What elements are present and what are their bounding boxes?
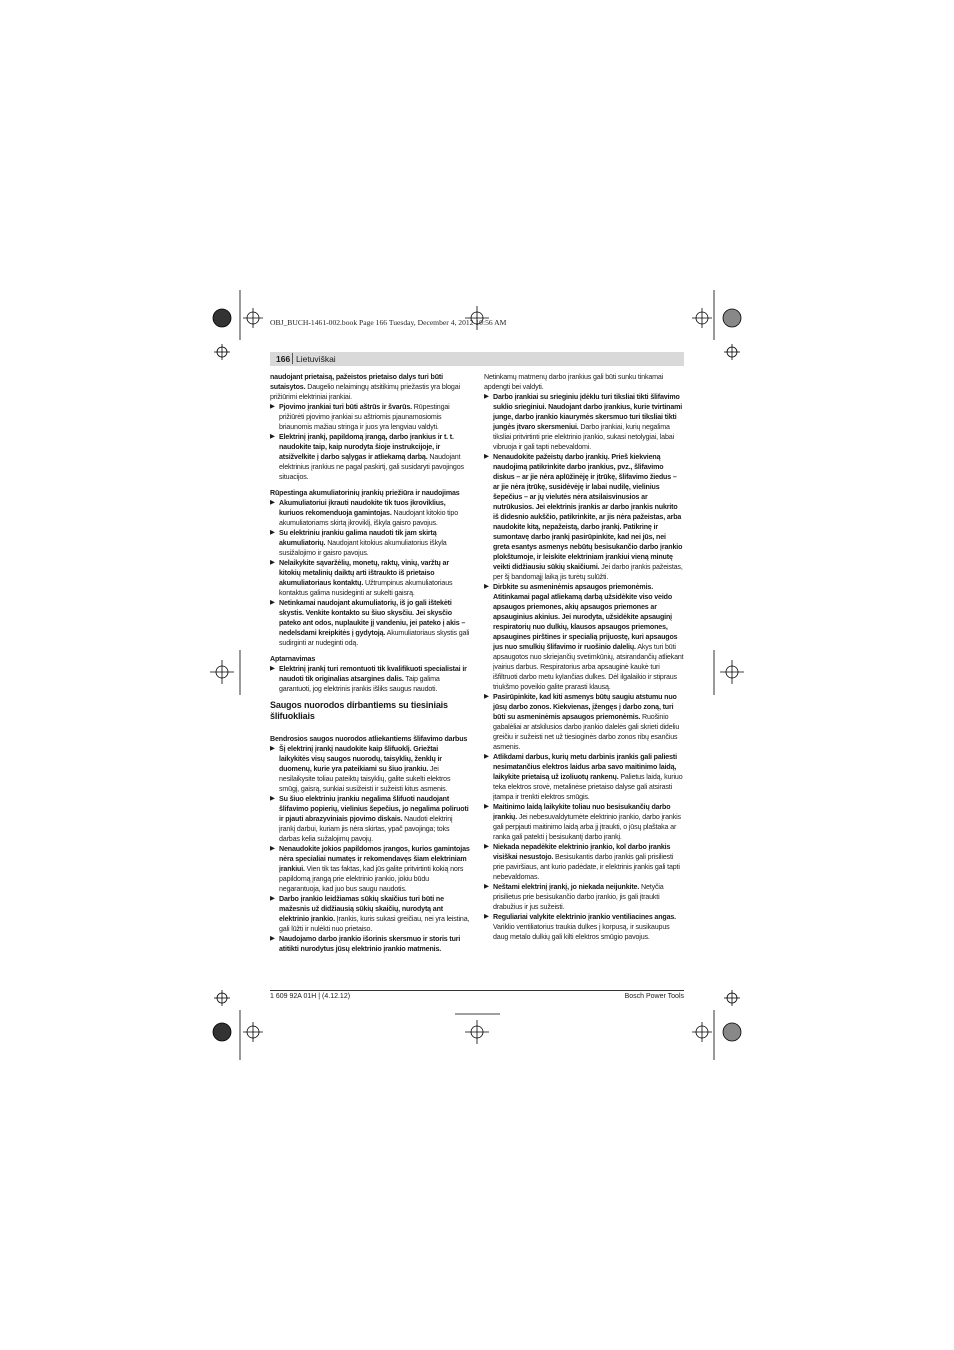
bullet-item (270, 844, 470, 894)
body-text: Jei nesilaikysite toliau pateiktų taisyklių, galite sukelti elektros smūgį, gaisrą, sunkiai susižeisti ir sužeisti kitus asmenis. (279, 765, 451, 793)
bullet-item (484, 392, 684, 452)
bullet-arrow-icon: ▶ (484, 843, 489, 850)
bullet-arrow-icon: ▶ (270, 935, 275, 942)
bold-lead-text: Pjovimo įrankiai turi būti aštrūs ir švarūs. (279, 403, 412, 411)
bold-lead-text: Naudojamo darbo įrankio išorinis skersmuo ir storis turi atitikti nurodytus jūsų elektrinio įrankio matmenis. (279, 935, 461, 953)
bullet-item (484, 882, 684, 912)
bold-lead-text: Atlikdami darbus, kurių metu darbinis įrankis gali paliesti nesimatančius elektros laidus arba savo maitinimo laidą, laikykite prietaisą už izoliuotų rankenų. (493, 753, 677, 781)
bold-lead-text: Dirbkite su asmeninėmis apsaugos priemonėmis. Atitinkamai pagal atliekamą darbą užsidėkite viso veido apsaugos priemones, akių apsaugos priemones ar apsauginius akinius. Jei nurodyta, užsidėkite apsauginį respiratorių nuo dulkių, klausos apsaugos priemones, apsaugines pirštines ir specialią prijuostę, kuri apsaugos jus nuo smulkių šlifavimo ir ruošinio dalelių. (493, 583, 678, 651)
header-language: Lietuviškai (296, 354, 336, 364)
bullet-item (484, 912, 684, 942)
subsection-heading: Aptarnavimas (270, 655, 316, 663)
body-text: Besisukantis darbo įrankis gali prisiliesti prie paviršiaus, ant kurio padėdate, ir elektrinis įrankis gali tapti nebevaldomas. (493, 853, 680, 881)
bullet-arrow-icon: ▶ (270, 403, 275, 410)
left-text-column (270, 372, 470, 954)
bold-lead-text: Nenaudokite jokios papildomos įrangos, kurios gamintojas nėra specialiai numatęs ir rekomendavęs šiam elektriniam įrankiui. (279, 845, 470, 873)
bold-lead-text: Darbo įrankio leidžiamas sūkių skaičius turi būti ne mažesnis už didžiausią sūkių skaičių, nurodytą ant elektrinio įrankio. (279, 895, 444, 923)
body-text: Darbo įrankiai, kurių negalima tiksliai pritvirtinti prie elektrinio įrankio, sukasi netolygiai, labai vibruoja ir gali tapti nebevaldomi. (493, 423, 674, 451)
bullet-arrow-icon: ▶ (270, 499, 275, 506)
header-separator (292, 353, 293, 364)
footer-brand: Bosch Power Tools (624, 993, 684, 1000)
bullet-arrow-icon: ▶ (484, 693, 489, 700)
body-text: Netyčia prisilietus prie besisukančio darbo įrankio, jis gali įtraukti drabužius ir jus sužeisti. (493, 883, 664, 911)
bullet-item (484, 582, 684, 692)
subsection-heading: Bendrosios saugos nuorodos atliekantiems šlifavimo darbus (270, 735, 468, 743)
bullet-arrow-icon: ▶ (270, 895, 275, 902)
bullet-arrow-icon: ▶ (270, 795, 275, 802)
body-text: Palietus laidą, kuriuo teka elektros srovė, metalinėse prietaiso dalyse gali atsirasti įtampa ir trenkti elektros smūgis. (493, 773, 683, 801)
paragraph (484, 372, 684, 392)
print-slug: OBJ_BUCH-1461-002.book Page 166 Tuesday, December 4, 2012 10:56 AM (270, 318, 507, 327)
bullet-item (484, 752, 684, 802)
body-text: Akys turi būti apsaugotos nuo skriejančių svetimkūnių, atsirandančių atliekant įvairius darbus. Respiratorius arba apsauginė kaukė turi išfiltruoti darbo metu kylančias dulkes. Dėl ilgalaikio ir stipraus triukšmo poveikio galite prarasti klausą. (493, 643, 684, 691)
bold-lead-text: Elektrinį įrankį, papildomą įrangą, darbo įrankius ir t. t. naudokite taip, kaip nurodyta šioje instrukcijoje, ir atsižvelkite į darbo sąlygas ir atliekamą darbą. (279, 433, 454, 461)
right-text-column (484, 372, 684, 942)
bullet-arrow-icon: ▶ (270, 665, 275, 672)
bullet-item (270, 402, 470, 432)
bullet-arrow-icon: ▶ (484, 803, 489, 810)
bold-lead-text: Su elektriniu įrankiu galima naudoti tik jam skirtą akumuliatorių. (279, 529, 437, 547)
bullet-item (270, 894, 470, 934)
body-text: Jei nebesuvaldytumėte elektrinio įrankio, darbo įrankis gali perpjauti maitinimo laidą arba jį įtraukti, o jūsų plaštaka ar ranka gali patekti į besisukantį darbo įrankį. (493, 813, 681, 841)
bullet-item (484, 802, 684, 842)
bold-lead-text: Akumuliatoriui įkrauti naudokite tik tuos įkroviklius, kuriuos rekomenduoja gamintojas. (279, 499, 446, 517)
bullet-arrow-icon: ▶ (484, 393, 489, 400)
bullet-arrow-icon: ▶ (484, 883, 489, 890)
body-text: Rūpestingai prižiūrėti pjovimo įrankiai su aštriomis pjaunamosiomis briaunomis mažiau stringa ir juos yra lengviau valdyti. (279, 403, 450, 431)
bullet-arrow-icon: ▶ (484, 753, 489, 760)
bold-lead-text: Šį elektrinį įrankį naudokite kaip šlifuoklį. Griežtai laikykitės visų saugos nuorodų, taisyklių, ženklų ir duomenų, kurie yra pateikiami su šiuo įrankiu. (279, 745, 442, 773)
bullet-item (484, 692, 684, 752)
bullet-item (270, 934, 470, 954)
body-text: Taip galima garantuoti, jog elektrinis įrankis išliks saugus naudoti. (279, 675, 440, 693)
body-text: Naudojant kitokius akumuliatorius iškyla susižalojimo ir gaisro pavojus. (279, 539, 447, 557)
bold-lead-text: Neštami elektrinį įrankį, jo niekada neijunkite. (493, 883, 640, 891)
bullet-item (270, 528, 470, 558)
bullet-arrow-icon: ▶ (270, 529, 275, 536)
section-heading: Saugos nuorodos dirbantiems su tiesiniais šlifuokliais (270, 700, 448, 721)
body-text: Ruošinio gabalėliai ar atskilusios darbo įrankio dalelės gali skrieti dideliu greičiu ir sužeisti net už tiesioginės darbo zonos ribų esančius asmenis. (493, 713, 680, 751)
paragraph (270, 372, 470, 402)
bullet-item (270, 558, 470, 598)
body-text: Naudoti elektrinį įrankį darbui, kuriam jis nėra skirtas, ypač pavojinga; toks darbas kelia sužalojimų pavojų. (279, 815, 453, 843)
bullet-arrow-icon: ▶ (270, 599, 275, 606)
body-text: Naudojant kitokio tipo akumuliatoriams skirtą įkroviklį, iškyla gaisro pavojus. (279, 509, 459, 527)
bold-lead-text: Reguliariai valykite elektrinio įrankio ventiliacines angas. (493, 913, 677, 921)
body-text: Akumuliatoriaus skystis gali sudirginti ar nudeginti odą. (279, 629, 470, 647)
bold-lead-text: Nenaudokite pažeistų darbo įrankių. Prieš kiekvieną naudojimą patikrinkite darbo įrankius, pvz., šlifavimo diskus – ar jie nėra aplūžinėję ir įtrūkę, šlifavimo žiedus – ar jie nėra įtrūkę, susidėvėję ir labai nudilę, vielinius šepečius – ar jų vielutės nėra atsilaisvinusios ar nutrūkusios. Jei elektrinis įrankis ar darbo įrankis nukrito iš didesnio aukščio, patikrinkite, ar jis nėra pažeistas, arba naudokite kitą, nepažeistą, darbo įrankį. Patikrinę ir sumontavę darbo įrankį pasirūpinkite, kad nei jūs, nei greta esantys asmenys nebūtų besisukančio darbo įrankio plokštumoje, ir leiskite elektriniam įrankiui vieną minutę veikti didžiausiu sūkių skaičiumi. (493, 453, 683, 571)
bullet-item (270, 794, 470, 844)
bold-lead-text: Maitinimo laidą laikykite toliau nuo besisukančių darbo įrankių. (493, 803, 671, 821)
bold-lead-text: naudojant prietaisą, pažeistos prietaiso dalys turi būti sutaisytos. (270, 373, 443, 391)
bullet-item (270, 498, 470, 528)
bullet-item (484, 452, 684, 582)
body-text: Užtrumpinus akumuliatoriaus kontaktus galima nusideginti ar sukelti gaisrą. (279, 579, 453, 597)
bullet-arrow-icon: ▶ (270, 433, 275, 440)
bold-lead-text: Darbo įrankiai su srieginiu įdėklu turi tiksliai tikti šlifavimo suklio srieginiui. Naudojant darbo įrankius, kurie tvirtinami junge, darbo įrankio kiaurymės skersmuo turi tiksliai tikti jungės įtvaro skersmeniui. (493, 393, 683, 431)
body-text: Variklio ventiliatorius traukia dulkes į korpusą, ir susikaupus daug metalo dulkių gali kilti elektros smūgio pavojus. (493, 923, 670, 941)
bold-lead-text: Nelaikykite sąvaržėlių, monetų, raktų, vinių, varžtų ar kitokių metalinių daiktų arti ištraukto iš prietaiso akumuliatoriaus kontaktų. (279, 559, 449, 587)
body-text: Naudojant elektrinius įrankius ne pagal paskirtį, gali susidaryti pavojingos situacijos. (279, 453, 464, 481)
footer-doc-number: 1 609 92A 01H | (4.12.12) (270, 993, 351, 1000)
bullet-arrow-icon: ▶ (484, 453, 489, 460)
body-text: Vien tik tas faktas, kad jūs galite pritvirtinti kokią nors papildomą įrangą prie elektrinio įrankio, jokiu būdu negarantuoja, kad juo bus saugu naudotis. (279, 865, 464, 893)
bullet-arrow-icon: ▶ (484, 583, 489, 590)
bold-lead-text: Netinkamai naudojant akumuliatorių, iš jo gali ištekėti skystis. Venkite kontakto su šiuo skysčiu. Jei skysčio pateko ant odos, nuplaukite jį vandeniu, jei pateko į akis – nedelsdami kreipkitės į gydytoją. (279, 599, 466, 637)
bold-lead-text: Elektrinį įrankį turi remontuoti tik kvalifikuoti specialistai ir naudoti tik originalias atsargines dalis. (279, 665, 467, 683)
bullet-item (270, 432, 470, 482)
subsection-heading: Rūpestinga akumuliatorinių įrankių priežiūra ir naudojimas (270, 489, 460, 497)
bold-lead-text: Su šiuo elektriniu įrankiu negalima šlifuoti naudojant šlifavimo popierių, vielinius šepečius, jo negalima poliruoti ir pjauti abrazyviniais pjovimo diskais. (279, 795, 469, 823)
bullet-item (270, 744, 470, 794)
body-text: Jei darbo įrankis pažeistas, per šį bandomąjį laiką jis turėtų sulūžti. (493, 563, 683, 581)
bullet-item (270, 598, 470, 648)
bullet-arrow-icon: ▶ (484, 913, 489, 920)
bullet-arrow-icon: ▶ (270, 745, 275, 752)
bullet-item (484, 842, 684, 882)
bullet-item (270, 664, 470, 694)
bullet-arrow-icon: ▶ (270, 559, 275, 566)
footer-rule (270, 990, 684, 991)
page-number: 166 (276, 354, 291, 364)
bold-lead-text: Pasirūpinkite, kad kiti asmenys būtų saugiu atstumu nuo jūsų darbo zonos. Kiekvienas, įžengęs į darbo zoną, turi būti su asmeninėmis apsaugos priemonėmis. (493, 693, 677, 721)
body-text: Daugelio nelaimingų atsitikimų priežastis yra blogai prižiūrimi elektriniai įrankiai. (270, 383, 460, 401)
body-text: Netinkamų matmenų darbo įrankius gali būti sunku tinkamai apdengti bei valdyti. (484, 373, 664, 391)
bullet-arrow-icon: ▶ (270, 845, 275, 852)
body-text: Įrankis, kuris sukasi greičiau, nei yra leistina, gali lūžti ir nulėkti nuo prietaiso. (279, 915, 470, 933)
bold-lead-text: Niekada nepadėkite elektrinio įrankio, kol darbo įrankis visiškai nesustojo. (493, 843, 671, 861)
